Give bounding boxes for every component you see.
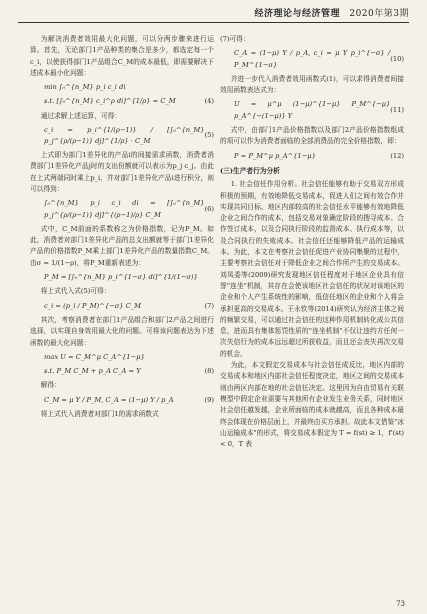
equation-text: max U = C_M^μ C_A^{1−μ} xyxy=(44,352,145,361)
equation-7 xyxy=(30,301,214,312)
equation-min xyxy=(30,82,214,93)
equation-text: c_i = p_i^{1/(ρ−1)} / [∫₀^{n_M} p_j^{ρ/(ρ−1)} dj]^{1/ρ} · C_M xyxy=(44,125,205,146)
paragraph: 通过求解上述运算，可得： xyxy=(40,111,121,120)
equation-text: C_M = μ Y / P_M, C_A = (1−μ) Y / p_A xyxy=(44,395,174,404)
paragraph: (7)可得： xyxy=(220,35,250,43)
equation-text: min ∫₀^{n_M} p_i c_i di xyxy=(44,83,126,92)
equation-number: (10) xyxy=(390,54,404,63)
equation-5 xyxy=(30,125,214,147)
equation-10 xyxy=(220,48,404,71)
paragraph: 式中，C_M前面的系数称之为价格指数，记为P_M。如此，消费者对部门1差异化产品的总支出额就等于部门1差异化产品的价格指数P_M乘上部门1差异化产品的数量指数C_M。由σ = 1/(1−ρ)，将P_M重新表述为： xyxy=(30,224,214,267)
equation-max xyxy=(30,352,214,363)
equation-4 xyxy=(30,96,214,107)
paragraph: 上式即为部门1差异化的产品i的间接需求函数，消费者消费部门1差异化产品j时的支出份额就可以表示为p_j c_j。由此在上式两端同时乘上p_i，并对部门1差异化产品i进行积分，则可以得到： xyxy=(30,151,214,193)
paragraph: 将上式代入消费者对部门1的需求函数式 xyxy=(40,410,159,419)
equation-6 xyxy=(30,198,214,221)
equation-text: s.t. P_M C_M + p_A C_A = Y xyxy=(44,367,141,376)
equation-text: s.t. [∫₀^{n_M} c_i^ρ di]^{1/ρ} = C_M xyxy=(44,97,176,106)
section-heading: (三)生产者行为分析 xyxy=(220,166,280,175)
equation-number: (6) xyxy=(204,204,214,213)
paragraph: 为此，本文假定交易成本与社会信任成反比，地区内部的交易成本和地区内部社会信任程度决定，地区之间的交易成本则由两区内部在地的社会信任决定。这里因为自由贸易有关联模型中假定企业需要与其他所有企业发生业务关系，同时地区社会信任越发越，企业所面临的成本就越高，而且各种成本最终会体现在价格层面上，并最终由买方承担。故此本文借鉴"冰山运输成本"的形式，将交易成本假定为 T = f(st) ≥ 1，f'(st) < 0，T 表 xyxy=(220,361,404,449)
equation-number: (8) xyxy=(204,367,214,376)
header-rule xyxy=(18,22,409,23)
equation-text: P_M = [∫₀^{n_M} p_i^{1−σ} di]^{1/(1−σ)} xyxy=(44,273,198,282)
equation-number: (9) xyxy=(204,395,214,404)
journal-name: 经济理论与经济管理 xyxy=(254,9,340,19)
paragraph: 为解决消费者效用最大化问题，可以分两步骤来进行运算。首先，无论部门1产品种类的集合是多少，都选定每一个c_i，以使获得部门1产品组合C_M的成本最低，即需要解决下述成本最小化问题： xyxy=(30,35,214,77)
equation-number: (4) xyxy=(204,97,214,106)
equation-11 xyxy=(220,99,404,122)
equation-number: (7) xyxy=(204,301,214,310)
equation-text: c_i = (p_i / P_M)^{−σ} C_M xyxy=(44,301,141,310)
page-number: 73 xyxy=(396,600,405,608)
right-column xyxy=(220,34,404,590)
paragraph: 解得： xyxy=(40,381,61,390)
running-header xyxy=(18,6,409,20)
paragraph: 将上式代入式(5)可得： xyxy=(40,287,111,296)
equation-text: P = P_M^μ p_A^{1−μ} xyxy=(234,151,316,160)
issue-label: 2020年第3期 xyxy=(349,9,409,19)
equation-8 xyxy=(30,366,214,377)
equation-text: U = μ^μ (1−μ)^{1−μ} P_M^{−μ} p_A^{−(1−μ)} Y xyxy=(234,100,391,120)
equation-number: (11) xyxy=(390,106,404,115)
paragraph: 其次，考察消费者在部门1产品组合和部门2产品之间进行选择，以实现自身效用最大化的问题。可将该问题表达为下述函数的最大化问题： xyxy=(30,315,214,347)
equation-number: (12) xyxy=(390,151,404,160)
equation-9 xyxy=(30,395,214,406)
paragraph: 并进一步代入消费者效用函数式(1)，可以求得消费者间接效用函数表达式为： xyxy=(220,74,404,95)
equation-12 xyxy=(220,151,404,162)
equation-text: ∫₀^{n_M} p_i c_i di = [∫₀^{n_M} p_j^{ρ/(ρ−1)} dj]^{(ρ−1)/ρ} C_M xyxy=(44,199,205,219)
left-column xyxy=(30,34,214,590)
equation-text: C_A = (1−μ) Y / p_A, c_i = μ Y p_i^{−σ} / P_M^{1−σ} xyxy=(234,49,391,69)
equation-pm xyxy=(30,272,214,283)
paragraph: 1. 社会信任作用分析。社会信任能够有助于交易双方形成积极的预期，有效地降低交易成本，促进人们之间有效合作并实现共同目标。地区内部较高的社会信任水平能够有效地降低企业之间合作的成本，包括交易对象确定阶段的搜寻成本、合作签订成本，以及合同执行阶段的监督成本、执行成本等，以及合同执行的失败成本。社会信任还能够降低产品的运输成本。为此，本文在考察社会信任促进产业协同集聚的过程中，主要考察社会信任对于降低企业之间合作所产生的交易成本。刘凤委等(2009)研究发现地区信任程度对于地区企业具有信誉"连坐"机制，其存在会使该地区社会信任的状况对该地区的企业和个人产生系统性的影响，低信任地区的企业和个人将会承担更高的交易成本。王永钦等(2014)研究认为经济主体之间的频繁交易，可以通过社会信任的这种作用机制转化成公共信息，进而具有集体惩罚性质的"连坐机制"不仅让违约方任何一次失信行为的成本远远超过所获收益，而且还会丧失再次交易的机会。 xyxy=(220,180,404,358)
paragraph: 式中，由部门1产品价格指数以及部门2产品价格指数组成的项可以作为消费者面临的全部消费品的完全价格指数，即： xyxy=(220,126,404,146)
equation-number: (5) xyxy=(204,131,214,140)
